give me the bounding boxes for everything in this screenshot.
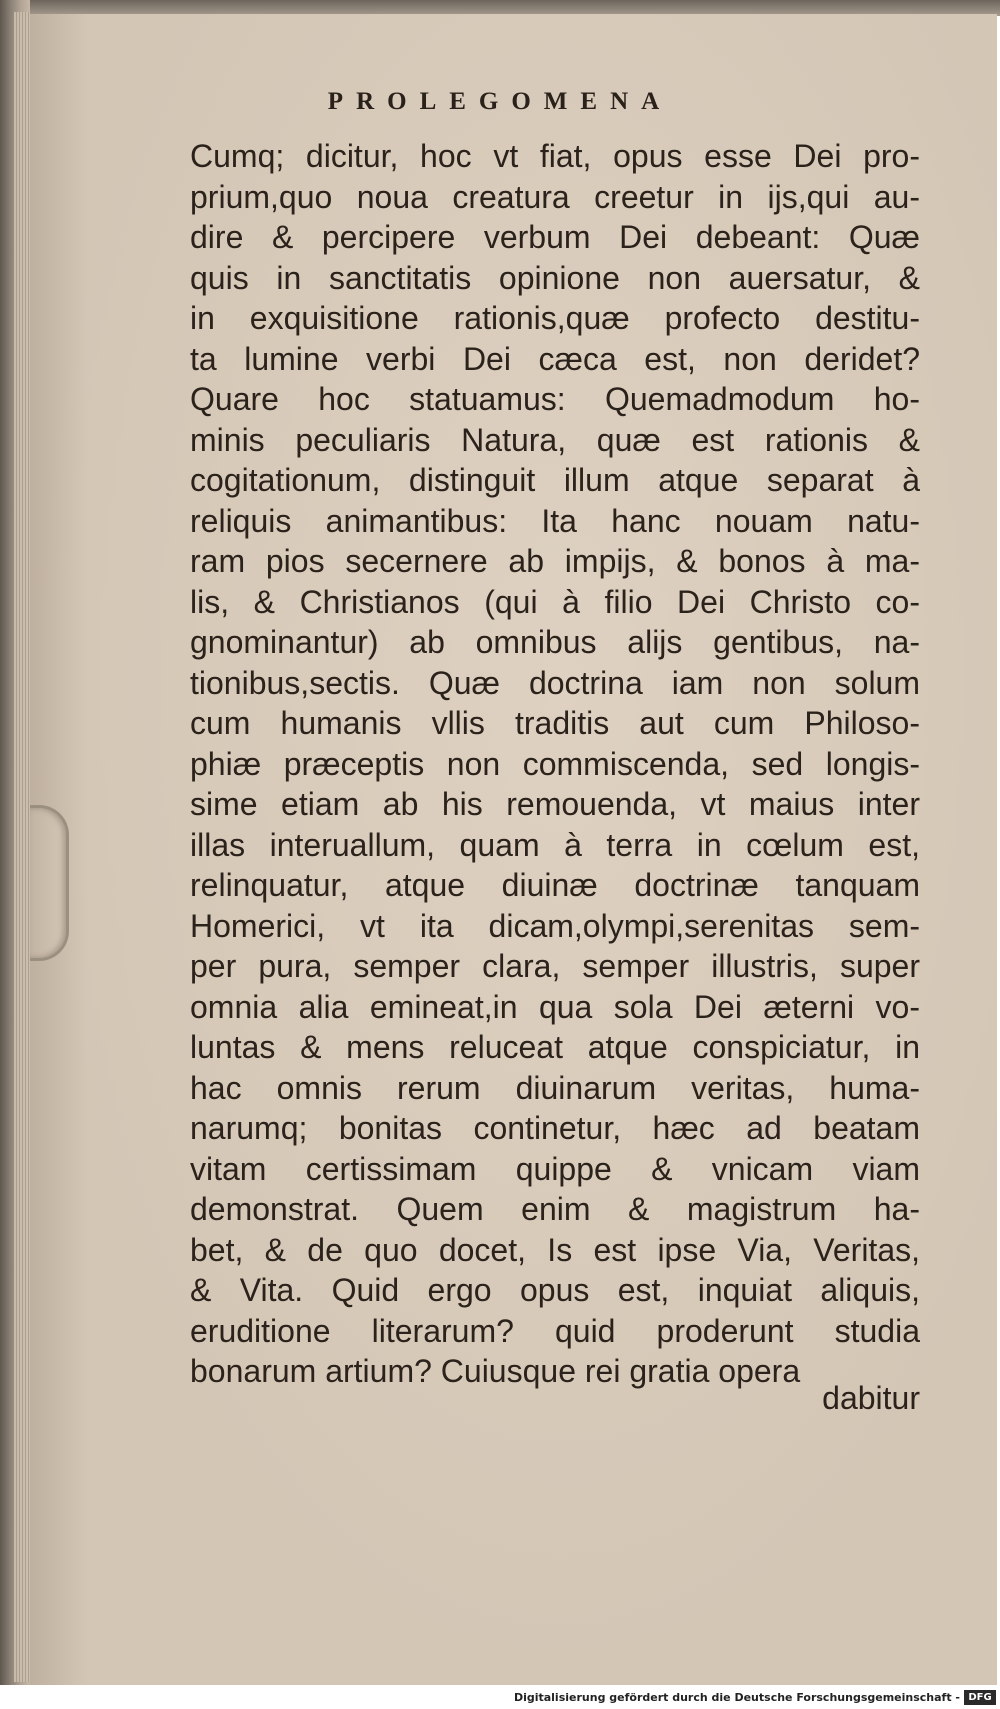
text-line: cogitationum, distinguit illum atque separat à <box>190 462 920 498</box>
text-line: lis, & Christianos (qui à filio Dei Christo co- <box>190 583 920 620</box>
text-line: phiæ præceptis non commiscenda, sed longis- <box>190 745 920 782</box>
text-line: narumq; bonitas continetur, hæc ad beatam <box>190 1110 920 1146</box>
catchword: dabitur <box>822 1380 920 1416</box>
text-line: eruditione literarum? quid proderunt studia <box>190 1312 920 1349</box>
digitization-footer <box>0 1688 1000 1709</box>
text-line: Quare hoc statuamus: Quemadmodum ho- <box>190 381 920 417</box>
text-line: minis peculiaris Natura, quæ est rationis & <box>190 421 920 458</box>
text-line: gnominantur) ab omnibus alijs gentibus, na- <box>190 624 920 660</box>
text-line: illas interuallum, quam à terra in cœlum est, <box>190 826 920 863</box>
text-line: omnia alia emineat,in qua sola Dei æterni vo- <box>190 988 920 1025</box>
text-line: luntas & mens reluceat atque conspiciatur, in <box>190 1029 920 1065</box>
text-line: reliquis animantibus: Ita hanc nouam natu- <box>190 502 920 539</box>
text-line: prium,quo noua creatura creetur in ijs,qui au- <box>190 178 920 215</box>
text-line: in exquisitione rationis,quæ profecto destitu- <box>190 300 920 336</box>
text-line: demonstrat. Quem enim & magistrum ha- <box>190 1191 920 1227</box>
page-body-text <box>190 136 920 1392</box>
text-line: & Vita. Quid ergo opus est, inquiat aliquis, <box>190 1272 920 1308</box>
text-line: dire & percipere verbum Dei debeant: Quæ <box>190 219 920 255</box>
text-line: tionibus,sectis. Quæ doctrina iam non solum <box>190 664 920 701</box>
text-line: vitam certissimam quippe & vnicam viam <box>190 1150 920 1187</box>
page-stack-edge <box>14 12 30 1682</box>
running-head: PROLEGOMENA <box>327 88 673 115</box>
text-line: hac omnis rerum diuinarum veritas, huma- <box>190 1069 920 1106</box>
text-line: ta lumine verbi Dei cæca est, non deridet? <box>190 340 920 377</box>
text-line: bet, & de quo docet, Is est ipse Via, Veritas, <box>190 1231 920 1268</box>
dfg-logo: DFG <box>964 1690 996 1705</box>
text-line: per pura, semper clara, semper illustris, super <box>190 948 920 984</box>
text-line: bonarum artium? Cuiusque rei gratia opera <box>190 1353 801 1389</box>
text-line: Cumq; dicitur, hoc vt fiat, opus esse Dei pro- <box>190 138 920 174</box>
book-clasp <box>30 805 69 961</box>
text-line: sime etiam ab his remouenda, vt maius inter <box>190 786 920 822</box>
text-line: Homerici, vt ita dicam,olympi,serenitas sem- <box>190 907 920 944</box>
text-line: cum humanis vllis traditis aut cum Philoso- <box>190 705 920 741</box>
text-line: ram pios secernere ab impijs, & bonos à ma- <box>190 543 920 579</box>
text-line: relinquatur, atque diuinæ doctrinæ tanquam <box>190 867 920 903</box>
funding-credit: Digitalisierung gefördert durch die Deutsche Forschungsgemeinschaft - <box>513 1691 960 1704</box>
text-line: quis in sanctitatis opinione non auersatur, & <box>190 259 920 296</box>
